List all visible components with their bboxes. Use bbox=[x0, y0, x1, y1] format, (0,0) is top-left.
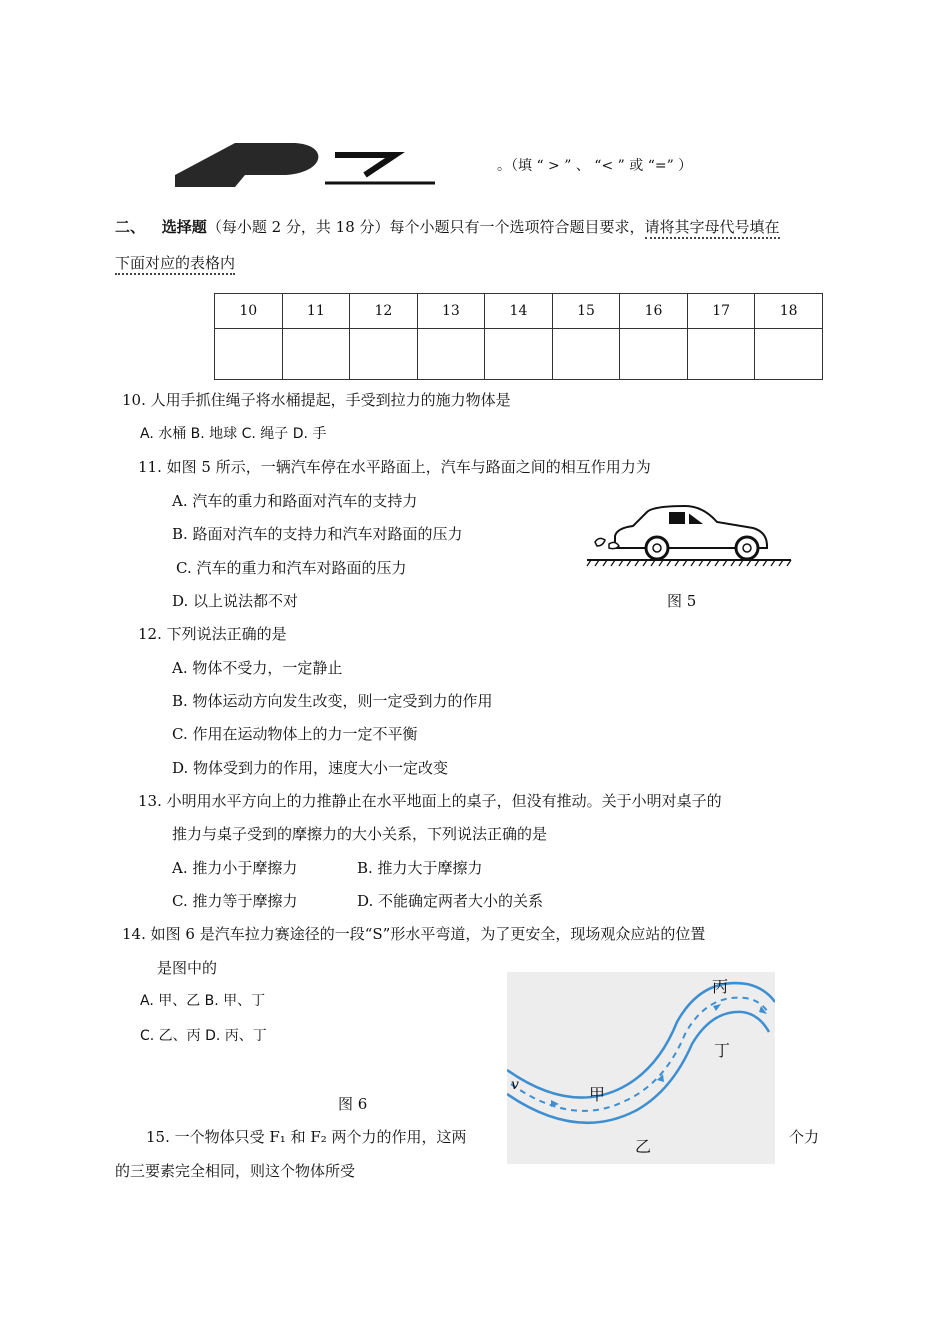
q11-option-c: C. 汽车的重力和汽车对路面的压力 bbox=[176, 559, 407, 577]
section-number: 二、 bbox=[115, 218, 146, 236]
answer-cell[interactable] bbox=[620, 329, 688, 380]
answer-cell[interactable] bbox=[417, 329, 485, 380]
answer-header-cell: 10 bbox=[215, 294, 283, 329]
section-title: 选择题 bbox=[161, 218, 207, 236]
figure-5-car bbox=[585, 500, 795, 570]
answer-cell[interactable] bbox=[282, 329, 350, 380]
answer-table bbox=[214, 293, 823, 380]
q13-stem-line2: 推力与桌子受到的摩擦力的大小关系，下列说法正确的是 bbox=[172, 825, 548, 843]
q13-option-d: D. 不能确定两者大小的关系 bbox=[357, 892, 544, 910]
answer-header-cell: 12 bbox=[350, 294, 418, 329]
section-instruction-b: 下面对应的表格内 bbox=[115, 254, 235, 275]
q14-stem-line2: 是图中的 bbox=[157, 959, 218, 977]
p-symbol-icon bbox=[165, 135, 445, 195]
answer-cell[interactable] bbox=[215, 329, 283, 380]
logo-graphic bbox=[165, 135, 445, 195]
q12-option-c: C. 作用在运动物体上的力一定不平衡 bbox=[172, 725, 418, 743]
car-icon bbox=[585, 500, 795, 570]
label-bing: 丙 bbox=[712, 977, 729, 996]
section-instruction-a: 请将其字母代号填在 bbox=[645, 218, 780, 239]
q11-stem: 11. 如图 5 所示，一辆汽车停在水平路面上，汽车与路面之间的相互作用力为 bbox=[138, 458, 651, 476]
answer-header-cell: 18 bbox=[755, 294, 823, 329]
answer-header-cell: 17 bbox=[687, 294, 755, 329]
q12-option-b: B. 物体运动方向发生改变，则一定受到力的作用 bbox=[172, 692, 493, 710]
fill-hint: 。（填 “ > ” 、 “< ” 或 “=” ） bbox=[497, 158, 693, 174]
answer-cell[interactable] bbox=[552, 329, 620, 380]
q12-option-d: D. 物体受到力的作用，速度大小一定改变 bbox=[172, 759, 449, 777]
label-ding: 丁 bbox=[714, 1041, 731, 1060]
q12-option-a: A. 物体不受力，一定静止 bbox=[172, 659, 343, 677]
section-instruction-line2 bbox=[115, 252, 235, 273]
q13-option-a: A. 推力小于摩擦力 bbox=[172, 859, 298, 877]
answer-header-cell: 16 bbox=[620, 294, 688, 329]
q12-stem: 12. 下列说法正确的是 bbox=[138, 625, 287, 643]
label-v: v bbox=[511, 1077, 519, 1093]
q14-options-ab: A. 甲、乙 B. 甲、丁 bbox=[140, 993, 266, 1009]
figure-5-caption: 图 5 bbox=[667, 592, 697, 610]
answer-header-cell: 13 bbox=[417, 294, 485, 329]
q10-options: A. 水桶 B. 地球 C. 绳子 D. 手 bbox=[140, 426, 327, 442]
q13-stem: 13. 小明用水平方向上的力推静止在水平地面上的桌子，但没有推动。关于小明对桌子的 bbox=[138, 792, 722, 810]
q13-option-b: B. 推力大于摩擦力 bbox=[357, 859, 483, 877]
q11-option-d: D. 以上说法都不对 bbox=[172, 592, 299, 610]
q15-stem-part-a: 15. 一个物体只受 F₁ 和 F₂ 两个力的作用，这两 bbox=[146, 1128, 467, 1146]
q10-stem: 10. 人用手抓住绳子将水桶提起，手受到拉力的施力物体是 bbox=[122, 391, 511, 409]
answer-cell[interactable] bbox=[687, 329, 755, 380]
q11-option-b: B. 路面对汽车的支持力和汽车对路面的压力 bbox=[172, 525, 463, 543]
section-heading bbox=[115, 216, 780, 237]
q14-stem: 14. 如图 6 是汽车拉力赛途径的一段“S”形水平弯道，为了更安全，现场观众应站的位置 bbox=[122, 925, 706, 943]
q15-stem-part-b: 个力 bbox=[789, 1128, 820, 1146]
answer-header-cell: 15 bbox=[552, 294, 620, 329]
label-jia: 甲 bbox=[589, 1085, 606, 1104]
answer-header-cell: 11 bbox=[282, 294, 350, 329]
figure-6-caption: 图 6 bbox=[338, 1095, 368, 1113]
answer-cell[interactable] bbox=[755, 329, 823, 380]
q11-option-a: A. 汽车的重力和路面对汽车的支持力 bbox=[172, 492, 418, 510]
q13-option-c: C. 推力等于摩擦力 bbox=[172, 892, 298, 910]
q14-options-cd: C. 乙、丙 D. 丙、丁 bbox=[140, 1028, 267, 1044]
label-yi: 乙 bbox=[635, 1137, 652, 1156]
section-desc: （每小题 2 分，共 18 分）每个小题只有一个选项符合题目要求， bbox=[206, 218, 645, 236]
answer-table-input-row bbox=[215, 329, 823, 380]
answer-cell[interactable] bbox=[350, 329, 418, 380]
answer-header-cell: 14 bbox=[485, 294, 553, 329]
answer-cell[interactable] bbox=[485, 329, 553, 380]
q15-stem-line2: 的三要素完全相同，则这个物体所受 bbox=[115, 1162, 356, 1180]
figure-6-road bbox=[507, 972, 775, 1164]
answer-table-header-row bbox=[215, 294, 823, 329]
